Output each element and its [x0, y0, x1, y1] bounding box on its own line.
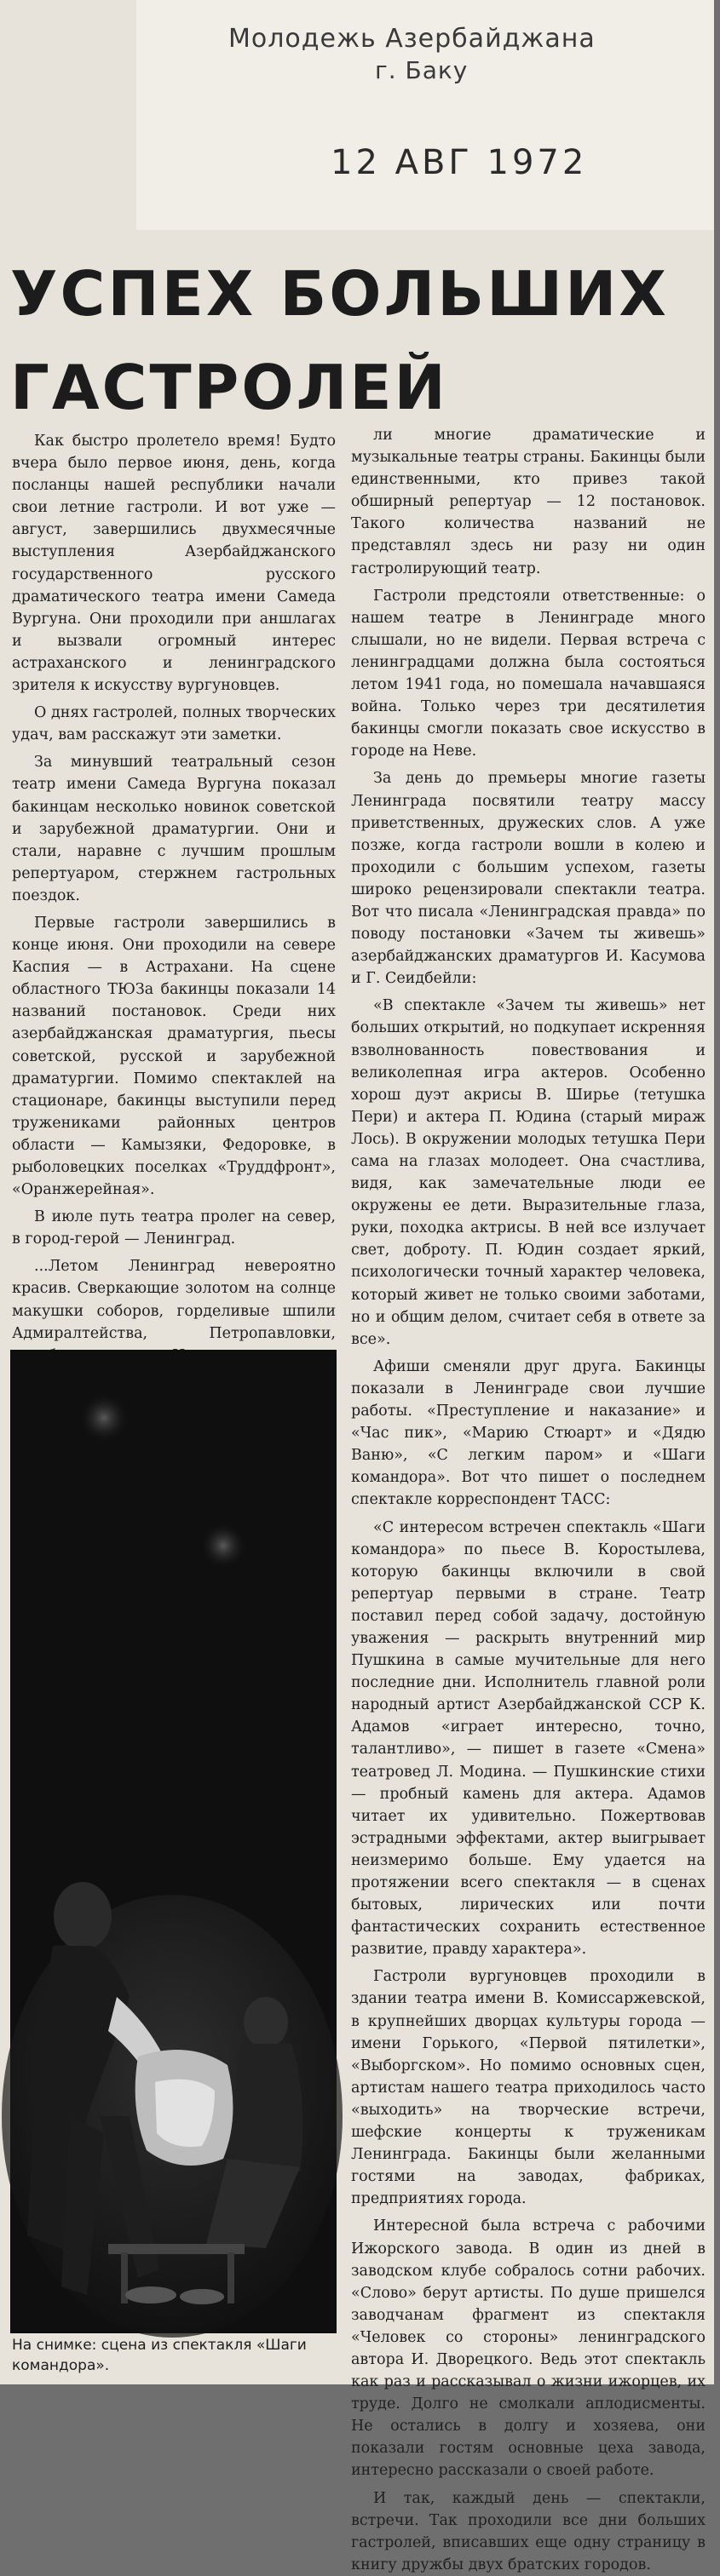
paragraph: В июле путь театра пролег на север, в город-герой — Ленинград. — [12, 1208, 336, 1248]
paragraph: Интересной была встреча с рабочими Ижорского завода. В один из дней в заводском клубе собралось сотни рабочих. «Слово» берут артисты. По душе пришелся заводчанам фрагмент из спектакля «Человек со стороны» ленинградского автора И. Дворецкого. Ведь этот спектакль как раз и рассказывал о жизни ижорцев, их труде. Долго не смолкали аплодисменты. Не остались в долгу и хозяева, они показали гостям основные цеха завода, интересно рассказали о своей работе. — [351, 2217, 706, 2480]
paragraph: О днях гастролей, полных творческих удач, вам расскажут эти заметки. — [12, 704, 336, 744]
article-column-2 — [351, 424, 706, 2573]
paragraph: Гастроли вургуновцев проходили в здании театра имени В. Комиссаржевской, в крупнейших дворцах культуры города — имени Горького, «Первой пятилетки», «Выборгском». Но помимо основных сцен, артистам нашего театра приходилось часто «выходить» на творческие встречи, шефские концерты к труженикам Ленинграда. Бакинцы были желанными гостями на заводах, фабриках, предприятиях города. — [351, 1968, 706, 2208]
paragraph: За день до премьеры многие газеты Ленинграда посвятили театру массу приветственных, дружеских слов. А уже позже, когда гастроли вошли в колею и проходили с большим успехом, газеты широко рецензировали спектакли театра. Вот что писала «Ленинградская правда» по поводу постановки «Зачем ты живешь» азербайджанских драматургов И. Касумова и Г. Сеидбейли: — [351, 770, 706, 988]
article-headline — [10, 247, 669, 434]
paragraph: Как быстро пролетело время! Будто вчера было первое июня, день, когда посланцы нашей республики начали свои летние гастроли. И вот уже — август, завершились двухмесячные выступления Азербайджанского государственного русского драматического театра имени Самеда Вургуна. Они проходили при аншлагах и вызвали огромный интерес астраханского и ленинградского зрителя к искусству вургуновцев. — [12, 433, 336, 695]
paragraph: «С интересом встречен спектакль «Шаги командора» по пьесе В. Коростылева, которую бакинцы включили в свой репертуар первыми в стране. Театр поставил перед собой задачу, достойную уважения — раскрыть внутренний мир Пушкина в самые мучительные для него последние дни. Исполнитель главной роли народный артист Азербайджанской ССР К. Адамов «играет интересно, точно, талантливо», — пишет в газете «Смена» театровед Л. Модина. — Пушкинские стихи — пробный камень для актера. Адамов читает их удивительно. Пожертвовав эстрадными эффектами, актер выигрывает неизмеримо больше. Ему удается на протяжении всего спектакля — в сценах бытовых, лирических или почти фантастических сохранить естественное развитие, правду характера». — [351, 1518, 706, 1959]
paragraph: Гастроли предстояли ответственные: о нашем театре в Ленинграде много слышали, но не видели. Первая встреча с ленинградцами должна была состояться летом 1941 года, но помешала начавшаяся война. Только через три десятилетия бакинцы смогли показать свое искусство в городе на Неве. — [351, 587, 706, 760]
paragraph: И так, каждый день — спектакли, встречи. Так проходили все дни больших гастролей, вписавших еще одну страницу в книгу дружбы двух братских городов. — [351, 2489, 706, 2573]
article-column-1 — [12, 430, 336, 1341]
headline-line-1: УСПЕХ БОЛЬШИХ — [10, 258, 669, 330]
headline-line-2: ГАСТРОЛЕЙ — [10, 352, 448, 423]
paragraph: За минувший театральный сезон театр имени Самеда Вургуна показал бакинцам несколько новинок советской и зарубежной драматургии. Они и стали, наравне с лучшим прошлым репертуаром, стержнем гастрольных поездок. — [12, 754, 336, 904]
stage-photo — [10, 1350, 337, 2333]
paragraph: Первые гастроли завершились в конце июня. Они проходили на севере Каспия — в Астрахани. На сцене областного ТЮЗа бакинцы показали 14 названий постановок. Среди них азербайджанская драматургия, пьесы советской, русской и зарубежной драматургии. Помимо спектаклей на стационаре, бакинцы выступили перед тружениками районных центров области — Камызяки, Федоровке, в рыболовецких поселках «Труддфронт», «Оранжерейная». — [12, 914, 336, 1199]
paragraph: ...Летом Ленинград невероятно красив. Сверкающие золотом на солнце макушки соборов, горделивые шпили Адмиралтейства, Петропавловки, — [12, 1258, 336, 1342]
newspaper-name-stamp: Молодежь Азербайджана — [228, 24, 596, 54]
paragraph: «В спектакле «Зачем ты живешь» нет больших открытий, но подкупает искренняя взволнованность повествования и великолепная игра актеров. Особенно хорош дуэт акрисы В. Ширье (тетушка Пери) и актера П. Юдина (старый мираж Лось). В окружении молодых тетушка Пери сама на глазах молодеет. Она счастлива, видя, как замечательные люди ее окружены ее дети. Выразительные глаза, руки, походка актрисы. В ней все излучает свет, доброту. П. Юдин создает яркий, психологически точный характер человека, который живет не только своими заботами, но и общим делом, считает себя в ответе за все». — [351, 997, 706, 1348]
paragraph: Афиши сменяли друг друга. Бакинцы показали в Ленинграде свои лучшие работы. «Преступление и наказание» и «Час пик», «Марию Стюарт» и «Дядю Ваню», «С легким паром» и «Шаги командора». Вот что пишет о последнем спектакле корреспондент ТАСС: — [351, 1357, 706, 1509]
paragraph: ли многие драматические и музыкальные театры страны. Бакинцы были единственными, кто привез такой обширный репертуар — 12 постановок. Такого количества названий не представлял здесь ни разу ни один гастролирующий театр. — [351, 427, 706, 577]
city-stamp: г. Баку — [375, 56, 469, 84]
stage-photo-image — [10, 1350, 337, 2333]
date-stamp: 12 АВГ 1972 — [331, 143, 588, 182]
photo-caption: На снимке: сцена из спектакля «Шаги командора». — [12, 2337, 307, 2374]
